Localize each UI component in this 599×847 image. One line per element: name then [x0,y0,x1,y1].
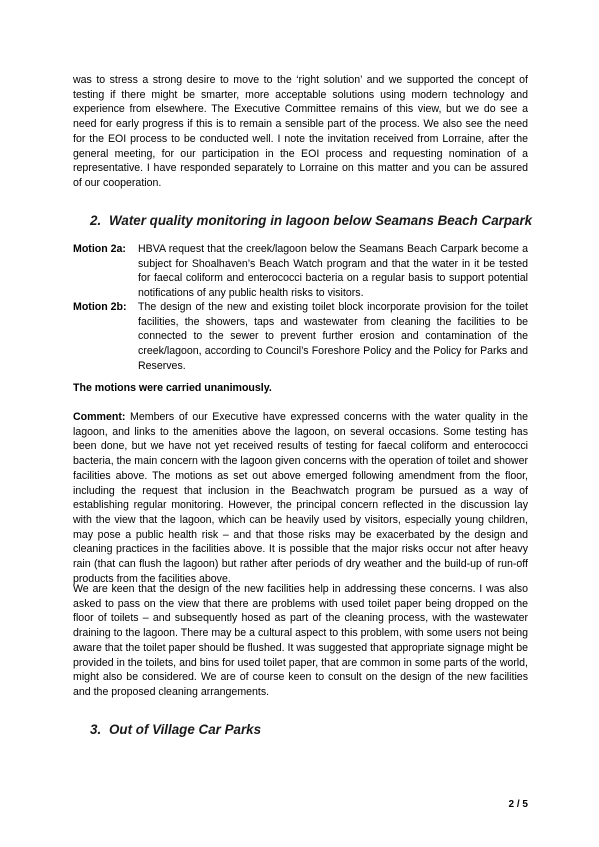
section-2-number: 2. [90,213,102,228]
comment-label: Comment: [73,411,126,423]
motion-2a-label: Motion 2a: [73,243,126,255]
section-3-number: 3. [90,722,102,737]
keen-paragraph: We are keen that the design of the new facilities help in addressing these concerns. I was also asked to pass on the view that there are problems with used toilet paper being dropped on the floor of toilets – and subsequently hosed as part of the cleaning process, with the wastewater draining to the lagoon. There may be a cultural aspect to this problem, with some users not being aware that the toilet paper should be flushed. It was suggested that appropriate signage might be provided in the toilets, and bins for used toilet paper, that are common in some parts of the world, might also be considered. We are of course keen to consult on the design of the new facilities and the proposed cleaning arrangements. [73,583,528,698]
section-2-heading [90,213,532,229]
motion-2b [73,300,528,374]
page-number: 2 / 5 [508,799,528,810]
motion-2a [73,242,528,301]
section-3-heading [90,722,261,738]
section-2-title: Water quality monitoring in lagoon below Seamans Beach Carpark [109,213,533,228]
motion-2b-label: Motion 2b: [73,301,127,313]
comment-paragraph [73,410,528,586]
motion-2a-text: HBVA request that the creek/lagoon below the Seamans Beach Carpark become a subject for Shoalhaven’s Beach Watch program and that the water in it be tested for faecal coliform and enterococci bacteria on a regular basis to support potential notifications of any public health risks to visitors. [138,243,528,300]
intro-paragraph: was to stress a strong desire to move to the ‘right solution’ and we supported the concept of testing if there might be smarter, more acceptable solutions using modern technology and experience from elsewhere. The Executive Committee remains of this view, but we do see a need for early progress if this is to remain a sensible part of the process. We also see the need for the EOI process to be conducted well. I note the invitation received from Lorraine, after the general meeting, for our participation in the EOI process and requesting nomination of a representative. I have responded separately to Lorraine on this matter and you can be assured of our cooperation. [73,74,528,189]
comment-text: Members of our Executive have expressed concerns with the water quality in the lagoon, and links to the amenities above the lagoon, on several occasions. Some testing has been done, but we have not yet received results of testing for faecal coliform and enterococci bacteria, the main concern with the lagoon given concerns with the operation of toilet and shower facilities above. The motions as set out above emerged following amendment from the floor, including the request that inclusion in the Beachwatch program be pursued as a way of establishing regular monitoring. However, the principal concern reflected in the discussion lay with the view that the lagoon, which can be heavily used by visitors, especially young children, may pose a public health risk – and that those risks may be exacerbated by the design and cleaning practices in the facilities above. It is possible that the major risks occur not after heavy rain (that can flush the lagoon) but rather after periods of dry weather and the build-up of run-off products from the facilities above. [73,411,528,585]
motions-result: The motions were carried unanimously. [73,382,272,394]
section-3-title: Out of Village Car Parks [109,722,262,737]
motion-2b-text: The design of the new and existing toilet block incorporate provision for the toilet facilities, the showers, taps and wastewater from cleaning the facilities to be connected to the sewer to prevent further erosion and contamination of the creek/lagoon, according to Council’s Foreshore Policy and the Policy for Parks and Reserves. [138,301,528,372]
